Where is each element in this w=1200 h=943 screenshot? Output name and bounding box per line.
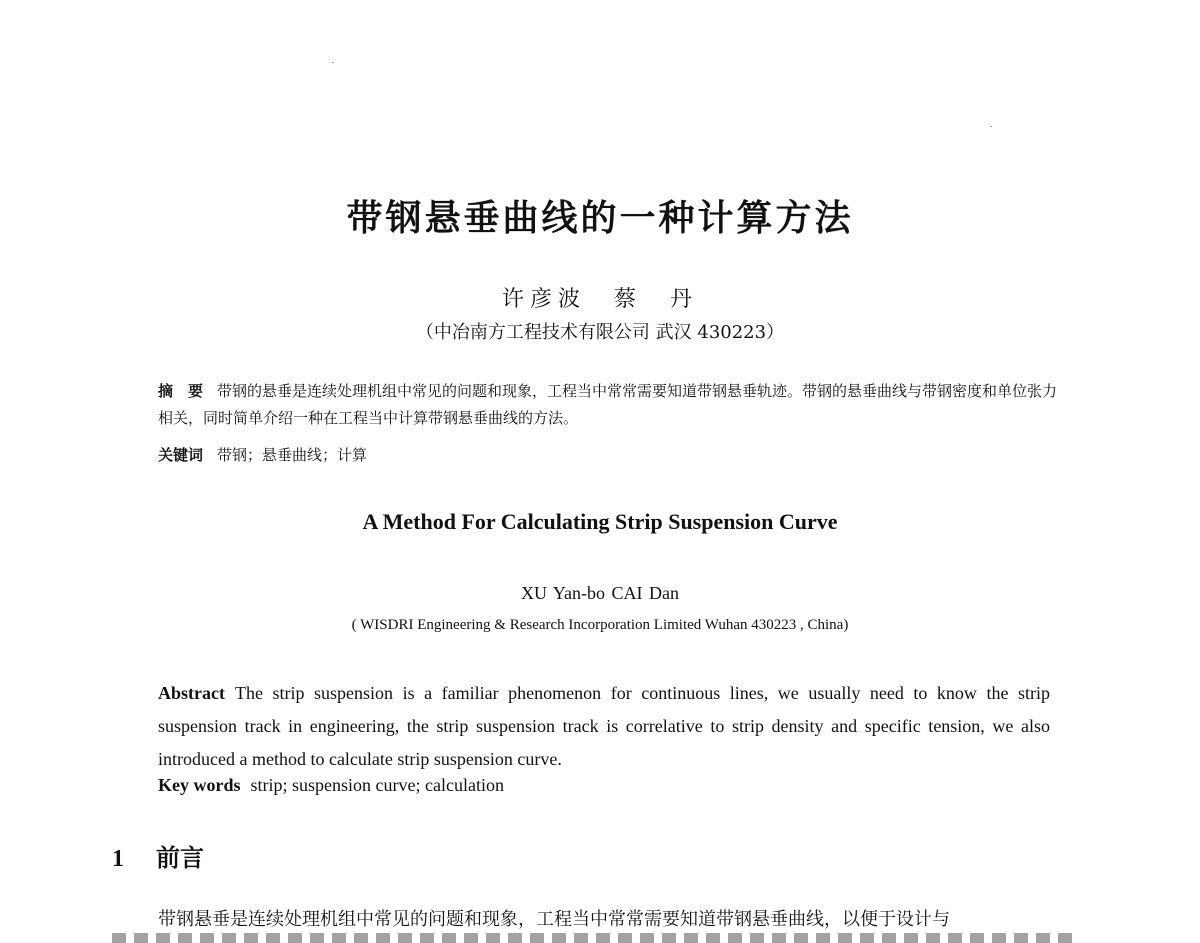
section-heading: [112, 838, 204, 873]
keywords-en-text: strip; suspension curve; calculation: [250, 775, 504, 795]
scan-speck: [332, 62, 334, 63]
cropped-next-line: [112, 933, 1072, 943]
keywords-en-label: Key words: [158, 775, 241, 795]
abstract-cn-text: 带钢的悬垂是连续处理机组中常见的问题和现象，工程当中常常需要知道带钢悬垂轨迹。带钢的悬垂曲线与带钢密度和单位张力相关，同时简单介绍一种在工程当中计算带钢悬垂曲线的方法。: [158, 382, 1058, 427]
keywords-en: [158, 775, 504, 796]
paper-title-cn: 带钢悬垂曲线的一种计算方法: [346, 198, 854, 239]
abstract-cn: [158, 378, 1058, 432]
keywords-cn: [158, 444, 367, 465]
section-title: 前言: [156, 844, 204, 872]
abstract-cn-label: 摘 要: [158, 382, 204, 400]
authors-cn: 许彦波 蔡 丹: [501, 287, 698, 312]
scan-speck: [990, 126, 992, 127]
authors-en: XU Yan-bo CAI Dan: [521, 583, 679, 603]
abstract-en-label: Abstract: [158, 683, 225, 703]
affiliation-cn: （中冶南方工程技术有限公司 武汉 430223）: [415, 322, 785, 343]
affiliation-en: ( WISDRI Engineering & Research Incorporation Limited Wuhan 430223 , China): [351, 617, 849, 633]
abstract-en-text: The strip suspension is a familiar phenomenon for continuous lines, we usually need to know the strip suspension track in engineering, the strip suspension track is correlative to strip density and specific tension, we also introduced a method to calculate strip suspension curve.: [158, 683, 1050, 769]
abstract-en: [158, 677, 1050, 776]
section-number: 1: [112, 846, 124, 872]
keywords-cn-text: 带钢；悬垂曲线；计算: [217, 446, 368, 464]
keywords-cn-label: 关键词: [158, 446, 204, 464]
body-paragraph-first-line: 带钢悬垂是连续处理机组中常见的问题和现象，工程当中常常需要知道带钢悬垂曲线，以便于设计与: [158, 909, 950, 930]
paper-title-en: A Method For Calculating Strip Suspension Curve: [362, 509, 838, 534]
